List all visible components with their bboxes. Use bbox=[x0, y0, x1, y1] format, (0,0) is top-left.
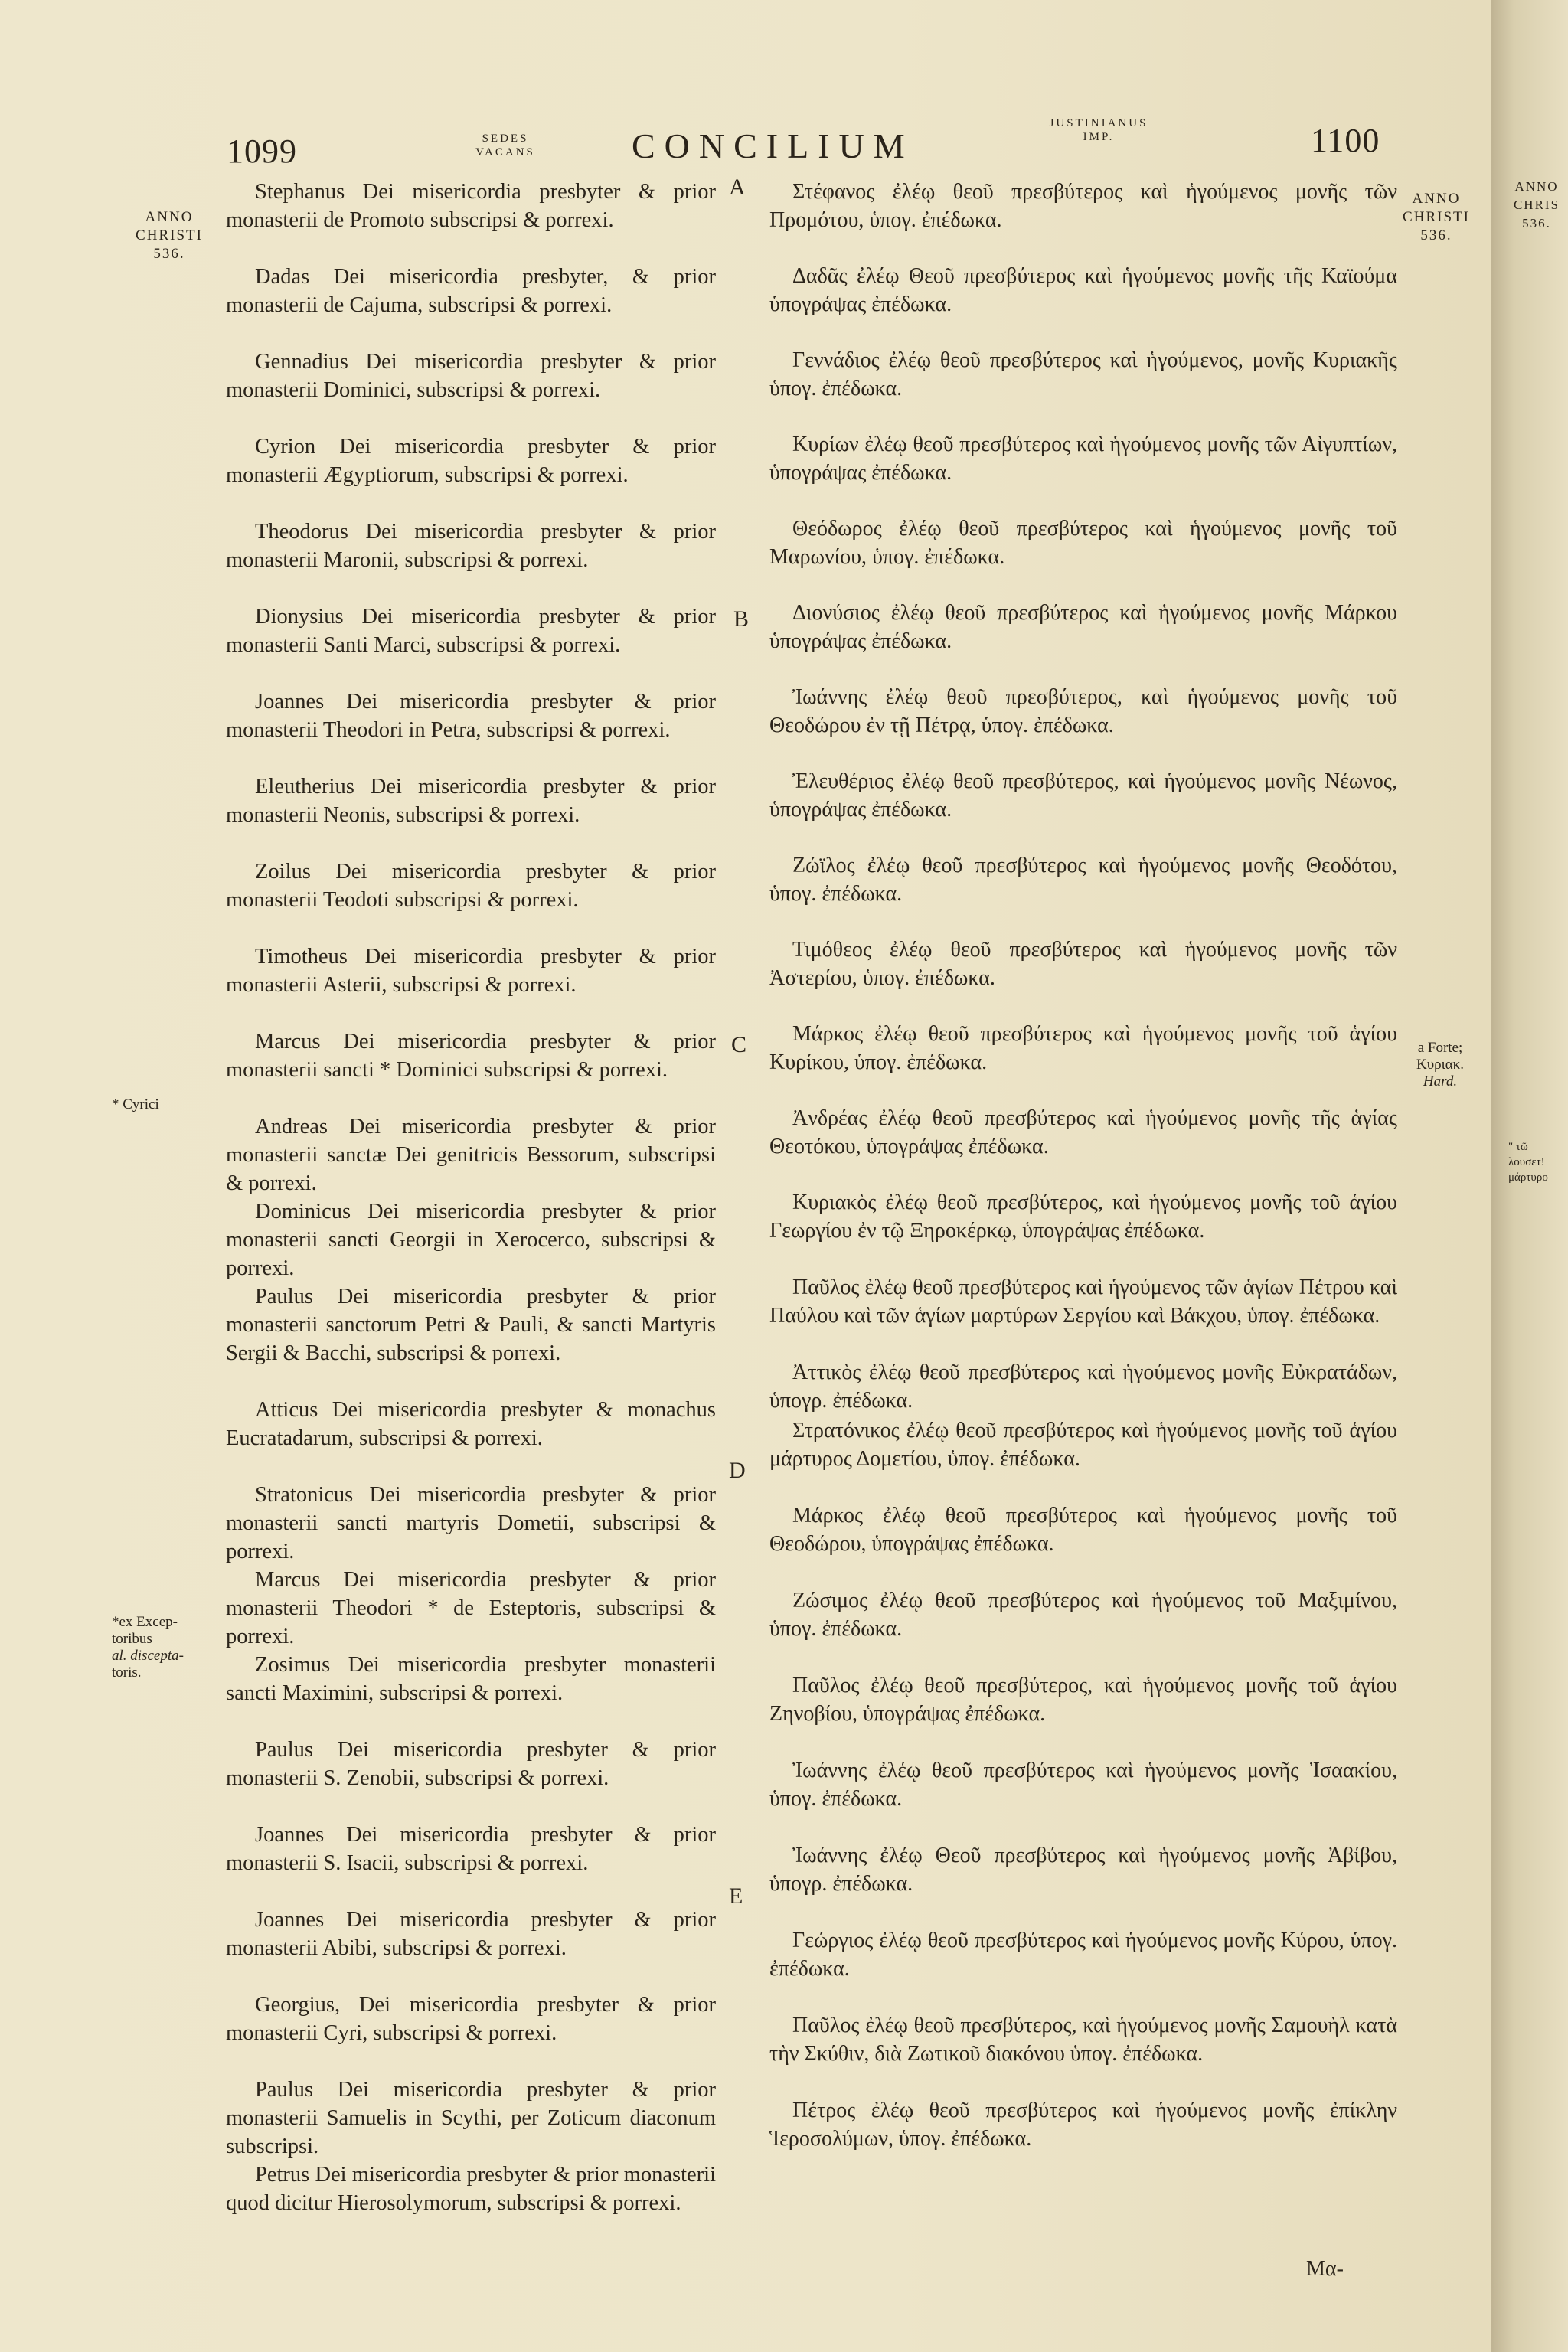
latin-subscription: Paulus Dei misericordia presbyter & prior monasterii S. Zenobii, subscripsi & porrexi. bbox=[226, 1738, 716, 1790]
note-line: toribus bbox=[112, 1631, 152, 1647]
greek-subscription: Ἀττικὸς ἐλέῳ θεοῦ πρεσβύτερος καὶ ἡγούμενος μονῆς Εὐκρατάδων, ὑπογρ. ἐπέδωκα. bbox=[769, 1361, 1397, 1413]
latin-subscription: Zoilus Dei misericordia presbyter & prior monasterii Teodoti subscripsi & porrexi. bbox=[226, 860, 716, 912]
vacans-label: VACANS bbox=[475, 146, 535, 158]
emperor-title: IMP. bbox=[1083, 131, 1115, 143]
anno-christi-right bbox=[1398, 190, 1475, 245]
latin-subscription: Timotheus Dei misericordia presbyter & prior monasterii Asterii, subscripsi & porrexi. bbox=[226, 945, 716, 997]
greek-column bbox=[769, 178, 1397, 2154]
greek-subscription: Πέτρος ἐλέῳ θεοῦ πρεσβύτερος καὶ ἡγούμενος μονῆς ἐπίκλην Ἱεροσολύμων, ὑπογ. ἐπέδωκα. bbox=[769, 2099, 1397, 2151]
latin-subscription: Joannes Dei misericordia presbyter & prior monasterii Abibi, subscripsi & porrexi. bbox=[226, 1908, 716, 1960]
greek-subscription: Κυριακὸς ἐλέῳ θεοῦ πρεσβύτερος, καὶ ἡγούμενος μονῆς τοῦ ἁγίου Γεωργίου ἐν τῷ Ξηροκέρκῳ, ὑπογράψας ἐπέδωκα. bbox=[769, 1191, 1397, 1243]
greek-subscription: Παῦλος ἐλέῳ θεοῦ πρεσβύτερος καὶ ἡγούμενος τῶν ἁγίων Πέτρου καὶ Παύλου καὶ τῶν ἁγίων μαρτύρων Σεργίου καὶ Βάκχου, ὑπογ. ἐπέδωκα. bbox=[769, 1276, 1397, 1328]
latin-subscription: Stephanus Dei misericordia presbyter & prior monasterii de Promoto subscripsi & porrexi. bbox=[226, 180, 716, 232]
latin-subscription: Dominicus Dei misericordia presbyter & prior monasterii sancti Georgii in Xerocerco, subscripsi & porrexi. bbox=[226, 1200, 716, 1280]
latin-subscription: Stratonicus Dei misericordia presbyter & prior monasterii sancti martyris Dometii, subscripsi & porrexi. bbox=[226, 1483, 716, 1563]
running-title: CONCILIUM bbox=[632, 126, 914, 165]
sedes-label: SEDES bbox=[482, 132, 529, 145]
note-line: *ex Excep- bbox=[112, 1614, 178, 1630]
anno-label: ANNO bbox=[1514, 179, 1559, 194]
page-number-right: 1100 bbox=[1311, 122, 1380, 159]
note-line: μάρτυρο bbox=[1508, 1171, 1548, 1184]
greek-subscription: Θεόδωρος ἐλέῳ θεοῦ πρεσβύτερος καὶ ἡγούμενος μονῆς τοῦ Μαρωνίου, ὑπογ. ἐπέδωκα. bbox=[769, 517, 1397, 569]
christi-label: CHRISTI bbox=[1403, 209, 1470, 225]
emperor-name: JUSTINIANUS bbox=[1049, 117, 1148, 129]
latin-subscription: Joannes Dei misericordia presbyter & prior monasterii Theodori in Petra, subscripsi & porrexi. bbox=[226, 690, 716, 742]
latin-subscription: Joannes Dei misericordia presbyter & prior monasterii S. Isacii, subscripsi & porrexi. bbox=[226, 1823, 716, 1875]
year-label: 536. bbox=[153, 246, 185, 262]
greek-subscription: Ζώσιμος ἐλέῳ θεοῦ πρεσβύτερος καὶ ἡγούμενος τοῦ Μαξιμίνου, ὑπογ. ἐπέδωκα. bbox=[769, 1589, 1397, 1641]
greek-subscription: Παῦλος ἐλέῳ θεοῦ πρεσβύτερος, καὶ ἡγούμενος μονῆς Σαμουὴλ κατὰ τὴν Σκύθιν, διὰ Ζωτικοῦ διακόνου ὑπογ. ἐπέδωκα. bbox=[769, 2014, 1397, 2066]
christi-label: CHRISTI bbox=[136, 227, 203, 243]
latin-subscription: Theodorus Dei misericordia presbyter & prior monasterii Maronii, subscripsi & porrexi. bbox=[226, 520, 716, 572]
margin-note-forte bbox=[1406, 1040, 1475, 1090]
note-line: " τῶ bbox=[1508, 1141, 1528, 1153]
page-number-left: 1099 bbox=[227, 132, 297, 170]
greek-subscription: Μάρκος ἐλέῳ θεοῦ πρεσβύτερος καὶ ἡγούμενος μονῆς τοῦ ἁγίου Κυρίκου, ὑπογ. ἐπέδωκα. bbox=[769, 1022, 1397, 1074]
anno-label: ANNO bbox=[1412, 191, 1461, 207]
anno-label: ANNO bbox=[145, 209, 194, 225]
greek-subscription: Στέφανος ἐλέῳ θεοῦ πρεσβύτερος καὶ ἡγούμενος μονῆς τῶν Προμότου, ὑπογ. ἐπέδωκα. bbox=[769, 180, 1397, 232]
margin-note-cyrici: * Cyrici bbox=[112, 1096, 159, 1112]
latin-subscription: Marcus Dei misericordia presbyter & prior monasterii Theodori * de Esteptoris, subscripsi & porrexi. bbox=[226, 1568, 716, 1648]
section-marker-b: B bbox=[733, 606, 750, 632]
note-line: toris. bbox=[112, 1664, 142, 1681]
greek-subscription: Διονύσιος ἐλέῳ θεοῦ πρεσβύτερος καὶ ἡγούμενος μονῆς Μάρκου ὑπογράψας ἐπέδωκα. bbox=[769, 601, 1397, 653]
latin-subscription: Zosimus Dei misericordia presbyter monasterii sancti Maximini, subscripsi & porrexi. bbox=[226, 1653, 716, 1705]
greek-subscription: Τιμόθεος ἐλέῳ θεοῦ πρεσβύτερος καὶ ἡγούμενος μονῆς τῶν Ἀστερίου, ὑπογ. ἐπέδωκα. bbox=[769, 938, 1397, 990]
latin-subscription: Georgius, Dei misericordia presbyter & prior monasterii Cyri, subscripsi & porrexi. bbox=[226, 1993, 716, 2045]
latin-subscription: Paulus Dei misericordia presbyter & prior monasterii sanctorum Petri & Pauli, & sancti Martyris Sergii & Bacchi, subscripsi & porrexi. bbox=[226, 1285, 716, 1365]
greek-subscription: Κυρίων ἐλέῳ θεοῦ πρεσβύτερος καὶ ἡγούμενος μονῆς τῶν Αἰγυπτίων, ὑπογράψας ἐπέδωκα. bbox=[769, 433, 1397, 485]
latin-subscription: Dionysius Dei misericordia presbyter & prior monasterii Santi Marci, subscripsi & porrexi. bbox=[226, 605, 716, 657]
emperor-header bbox=[1018, 116, 1179, 144]
greek-subscription: Παῦλος ἐλέῳ θεοῦ πρεσβύτερος, καὶ ἡγούμενος μονῆς τοῦ ἁγίου Ζηνοβίου, ὑπογράψας ἐπέδωκα. bbox=[769, 1674, 1397, 1726]
greek-subscription: Ἀνδρέας ἐλέῳ θεοῦ πρεσβύτερος καὶ ἡγούμενος μονῆς τῆς ἁγίας Θεοτόκου, ὑπογράψας ἐπέδωκα. bbox=[769, 1106, 1397, 1158]
section-marker-e: E bbox=[729, 1883, 743, 1909]
year-label: 536. bbox=[1420, 227, 1452, 243]
latin-subscription: Eleutherius Dei misericordia presbyter & prior monasterii Neonis, subscripsi & porrexi. bbox=[226, 775, 716, 827]
note-line: λουσετ! bbox=[1508, 1156, 1545, 1168]
sedes-vacans-header bbox=[459, 132, 551, 159]
latin-subscription: Cyrion Dei misericordia presbyter & prior monasterii Ægyptiorum, subscripsi & porrexi. bbox=[226, 435, 716, 487]
latin-subscription: Dadas Dei misericordia presbyter, & prior monasterii de Cajuma, subscripsi & porrexi. bbox=[226, 265, 716, 317]
latin-subscription: Petrus Dei misericordia presbyter & prior monasterii quod dicitur Hierosolymorum, subscripsi & porrexi. bbox=[226, 2163, 716, 2215]
margin-note-facing bbox=[1508, 1139, 1566, 1185]
year-label: 536. bbox=[1522, 216, 1551, 230]
greek-subscription: Ἰωάννης ἐλέῳ Θεοῦ πρεσβύτερος καὶ ἡγούμενος μονῆς Ἀβίβου, ὑπογρ. ἐπέδωκα. bbox=[769, 1844, 1397, 1896]
greek-subscription: Ἐλευθέριος ἐλέῳ θεοῦ πρεσβύτερος, καὶ ἡγούμενος μονῆς Νέωνος, ὑπογράψας ἐπέδωκα. bbox=[769, 769, 1397, 822]
note-line: Κυριακ. bbox=[1416, 1057, 1464, 1073]
anno-christi-left bbox=[127, 208, 211, 263]
section-marker-c: C bbox=[731, 1032, 747, 1057]
greek-subscription: Ἰωάννης ἐλέῳ θεοῦ πρεσβύτερος, καὶ ἡγούμενος μονῆς τοῦ Θεοδώρου ἐν τῇ Πέτρᾳ, ὑπογ. ἐπέδωκα. bbox=[769, 685, 1397, 737]
margin-note-exceptoribus bbox=[112, 1614, 219, 1681]
latin-subscription: Andreas Dei misericordia presbyter & prior monasterii sanctæ Dei genitricis Bessorum, subscripsi & porrexi. bbox=[226, 1115, 716, 1195]
latin-subscription: Gennadius Dei misericordia presbyter & prior monasterii Dominici, subscripsi & porrexi. bbox=[226, 350, 716, 402]
christi-label: CHRIS bbox=[1513, 198, 1560, 212]
note-line: a Forte; bbox=[1417, 1040, 1463, 1056]
latin-subscription: Atticus Dei misericordia presbyter & monachus Eucratadarum, subscripsi & porrexi. bbox=[226, 1398, 716, 1450]
greek-subscription: Ἰωάννης ἐλέῳ θεοῦ πρεσβύτερος καὶ ἡγούμενος μονῆς Ἰσαακίου, ὑπογ. ἐπέδωκα. bbox=[769, 1759, 1397, 1811]
note-line: Hard. bbox=[1423, 1073, 1458, 1089]
greek-subscription: Γεννάδιος ἐλέῳ θεοῦ πρεσβύτερος καὶ ἡγούμενος, μονῆς Κυριακῆς ὑπογ. ἐπέδωκα. bbox=[769, 348, 1397, 400]
greek-subscription: Δαδᾶς ἐλέῳ Θεοῦ πρεσβύτερος καὶ ἡγούμενος μονῆς τῆς Καϊούμα ὑπογράψας ἐπέδωκα. bbox=[769, 264, 1397, 316]
greek-subscription: Ζώϊλος ἐλέῳ θεοῦ πρεσβύτερος καὶ ἡγούμενος μονῆς Θεοδότου, ὑπογ. ἐπέδωκα. bbox=[769, 854, 1397, 906]
greek-subscription: Στρατόνικος ἐλέῳ θεοῦ πρεσβύτερος καὶ ἡγούμενος μονῆς τοῦ ἁγίου μάρτυρος Δομετίου, ὑπογ. ἐπέδωκα. bbox=[769, 1419, 1397, 1471]
note-line: al. discepta- bbox=[112, 1648, 184, 1664]
section-marker-d: D bbox=[729, 1458, 746, 1483]
greek-subscription: Μάρκος ἐλέῳ θεοῦ πρεσβύτερος καὶ ἡγούμενος μονῆς τοῦ Θεοδώρου, ὑπογράψας ἐπέδωκα. bbox=[769, 1504, 1397, 1556]
section-marker-a: A bbox=[729, 175, 746, 200]
latin-column bbox=[226, 178, 716, 2246]
catchword: Μα- bbox=[1306, 2257, 1344, 2281]
latin-subscription: Paulus Dei misericordia presbyter & prior monasterii Samuelis in Scythi, per Zoticum diaconum subscripsi. bbox=[226, 2078, 716, 2158]
greek-subscription: Γεώργιος ἐλέῳ θεοῦ πρεσβύτερος καὶ ἡγούμενος μονῆς Κύρου, ὑπογ. ἐπέδωκα. bbox=[769, 1929, 1397, 1981]
anno-christi-facing bbox=[1507, 178, 1566, 233]
latin-subscription: Marcus Dei misericordia presbyter & prior monasterii sancti * Dominici subscripsi & porrexi. bbox=[226, 1030, 716, 1082]
